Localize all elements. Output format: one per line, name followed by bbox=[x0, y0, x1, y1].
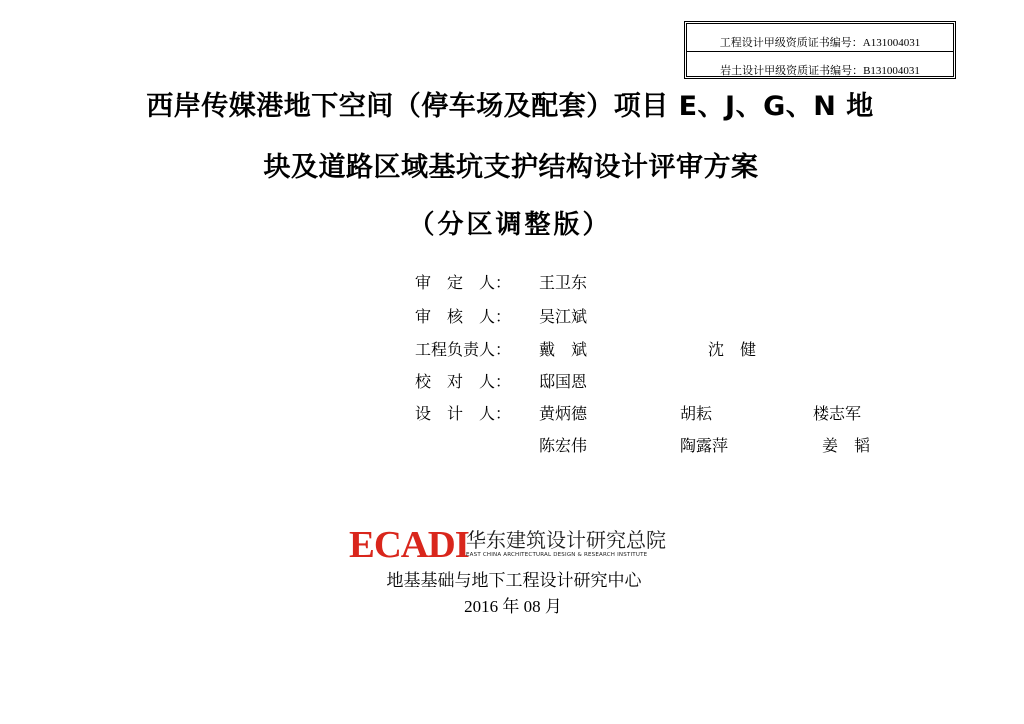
person-designer-3: 楼志军 bbox=[813, 404, 862, 423]
person-checker: 邸国恩 bbox=[539, 372, 588, 391]
document-title-line-1: 西岸传媒港地下空间（停车场及配套）项目 E、J、G、N 地 bbox=[146, 91, 874, 122]
person-project-leader-1: 戴 斌 bbox=[539, 340, 588, 359]
person-designer-4: 陈宏伟 bbox=[539, 436, 588, 455]
person-project-leader-2: 沈 健 bbox=[708, 340, 757, 359]
person-approver: 王卫东 bbox=[539, 273, 588, 292]
logo-chinese-name: 华东建筑设计研究总院 bbox=[466, 528, 666, 552]
person-designer-6: 姜 韬 bbox=[822, 436, 871, 455]
role-approver: 审 定 人： bbox=[415, 273, 512, 292]
person-designer-5: 陶露萍 bbox=[680, 436, 729, 455]
organization-name: 地基基础与地下工程设计研究中心 bbox=[386, 571, 642, 591]
role-checker: 校 对 人： bbox=[415, 372, 512, 391]
design-certificate-number: 工程设计甲级资质证书编号：A131004031 bbox=[719, 37, 921, 49]
logo-english-name: EAST CHINA ARCHITECTURAL DESIGN & RESEARCH INSTITUTE bbox=[466, 552, 648, 558]
role-designer: 设 计 人： bbox=[415, 404, 512, 423]
logo-brand-text: ECADI bbox=[349, 524, 469, 566]
person-designer-1: 黄炳德 bbox=[539, 404, 588, 423]
person-reviewer: 吴江斌 bbox=[539, 307, 588, 326]
role-reviewer: 审 核 人： bbox=[415, 307, 512, 326]
document-date: 2016 年 08 月 bbox=[464, 597, 562, 616]
role-project-leader: 工程负责人： bbox=[415, 340, 512, 359]
person-designer-2: 胡耘 bbox=[680, 404, 713, 423]
geotech-certificate-number: 岩土设计甲级资质证书编号：B131004031 bbox=[720, 65, 920, 77]
document-subtitle: （分区调整版） bbox=[408, 210, 612, 240]
document-title-line-2: 块及道路区域基坑支护结构设计评审方案 bbox=[263, 152, 759, 183]
